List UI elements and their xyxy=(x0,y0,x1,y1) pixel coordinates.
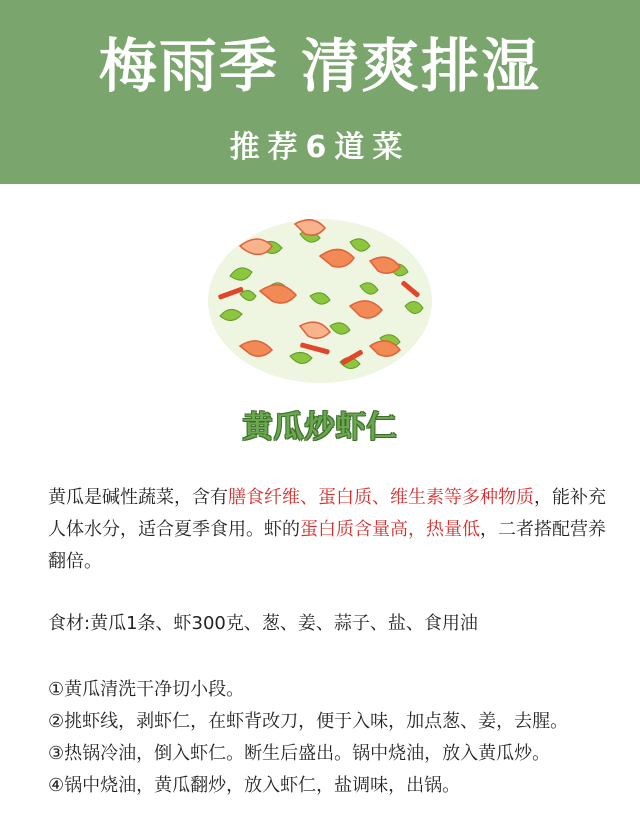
description-highlight: 蛋白质含量高，热量低 xyxy=(300,519,480,540)
description-highlight: 膳食纤维、蛋白质、维生素等多种物质 xyxy=(228,487,534,508)
dish-name: 黄瓜炒虾仁 xyxy=(242,410,398,445)
step-item: ③热锅冷油，倒入虾仁。断生后盛出。锅中烧油，放入黄瓜炒。 xyxy=(48,743,551,764)
dish-description xyxy=(48,482,618,578)
header-banner xyxy=(0,0,640,184)
dish-photo xyxy=(200,206,440,391)
shrimp-cucumber-stirfry-photo xyxy=(200,206,440,391)
description-text: ，能补充人体水分，适合夏季食用。虾的 xyxy=(48,487,606,540)
ingredients-line: 食材:黄瓜1条、虾300克、葱、姜、蒜子、盐、食用油 xyxy=(48,613,478,634)
step-item: ④锅中烧油，黄瓜翻炒，放入虾仁，盐调味，出锅。 xyxy=(48,775,461,796)
description-text: ，二者搭配营养翻倍。 xyxy=(48,519,606,572)
step-item: ①黄瓜清洗干净切小段。 xyxy=(48,679,245,700)
description-text: 黄瓜是碱性蔬菜，含有 xyxy=(48,487,228,508)
steps-list xyxy=(48,674,618,802)
page-title: 梅雨季 清爽排湿 xyxy=(98,32,542,100)
page-subtitle: 推荐6道菜 xyxy=(229,130,411,165)
step-item: ②挑虾线，剥虾仁，在虾背改刀，便于入味，加点葱、姜，去腥。 xyxy=(48,711,569,732)
